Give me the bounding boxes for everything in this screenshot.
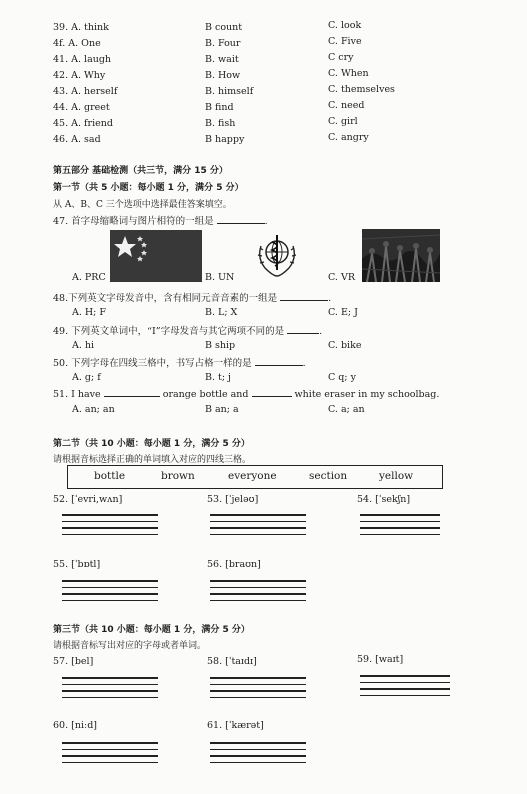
question-48-text: 48.下列英文字母发音中，含有相同元音音素的一组是 bbox=[53, 293, 278, 304]
section1-instruction: 从 A、B、C 三个选项中选择最佳答案填空。 bbox=[53, 200, 232, 210]
question-51 bbox=[53, 388, 439, 400]
question-55: 55. [ˈbɒtl] bbox=[53, 559, 101, 570]
row-44-b: B find bbox=[205, 102, 234, 113]
star-icon bbox=[110, 230, 202, 282]
section1-title: 第一节（共 5 小题：每小题 1 分，满分 5 分） bbox=[53, 183, 244, 193]
q47-option-c: C. VR bbox=[328, 272, 355, 283]
four-line-grid[interactable] bbox=[62, 677, 158, 703]
q48-option-a: A. H; F bbox=[72, 307, 106, 318]
answer-blank bbox=[252, 388, 292, 397]
four-line-grid[interactable] bbox=[62, 742, 158, 768]
question-48: 48.下列英文字母发音中，含有相同元音音素的一组是 . bbox=[53, 293, 332, 304]
question-61: 61. [ˈkærət] bbox=[207, 720, 264, 731]
question-47: 47. 首字母缩略词与图片相符的一组是 . bbox=[53, 216, 268, 227]
word-bank-item: section bbox=[309, 470, 348, 482]
word-bank-item: everyone bbox=[228, 470, 277, 482]
china-flag-image bbox=[110, 230, 202, 282]
question-52: 52. [ˈevri,wʌn] bbox=[53, 494, 123, 505]
q48-option-b: B. L; X bbox=[205, 307, 238, 318]
part5-title: 第五部分 基础检测（共三节，满分 15 分） bbox=[53, 166, 228, 176]
word-bank-box bbox=[67, 465, 443, 489]
word-bank-item: bottle bbox=[94, 470, 126, 482]
four-line-grid[interactable] bbox=[360, 675, 450, 701]
q48-option-c: C. E; J bbox=[328, 307, 358, 318]
answer-blank bbox=[217, 215, 265, 224]
question-50-text: 50. 下列字母在四线三格中，书写占格一样的是 bbox=[53, 358, 252, 369]
section3-instruction: 请根据音标写出对应的字母或者单词。 bbox=[53, 641, 207, 651]
q47-option-a: A. PRC bbox=[72, 272, 106, 283]
question-56: 56. [braʊn] bbox=[207, 559, 261, 570]
row-45-b: B. fish bbox=[205, 118, 236, 129]
question-54: 54. [ˈsekʃn] bbox=[357, 494, 411, 505]
row-40-b: B. Four bbox=[205, 38, 241, 49]
row-39-c: C. look bbox=[328, 20, 362, 31]
q51-option-a: A. an; an bbox=[72, 404, 115, 415]
q51-option-b: B an; a bbox=[205, 404, 239, 415]
row-46-c: C. angry bbox=[328, 132, 369, 143]
row-41-c: C cry bbox=[328, 52, 354, 63]
row-45-a: 45. A. friend bbox=[53, 118, 113, 129]
row-42-b: B. How bbox=[205, 70, 241, 81]
question-53: 53. [ˈjeləʊ] bbox=[207, 494, 259, 505]
row-41-b: B. wait bbox=[205, 54, 239, 65]
question-50: 50. 下列字母在四线三格中，书写占格一样的是 . bbox=[53, 358, 306, 369]
answer-blank bbox=[255, 357, 303, 366]
question-57: 57. [bel] bbox=[53, 656, 94, 667]
row-40-a: 4f. A. One bbox=[53, 38, 101, 49]
row-43-a: 43. A. herself bbox=[53, 86, 118, 97]
q47-option-b: B. UN bbox=[205, 272, 235, 283]
q49-option-a: A. hi bbox=[72, 340, 95, 351]
question-59: 59. [waɪt] bbox=[357, 654, 404, 665]
q50-option-a: A. g; f bbox=[72, 372, 101, 383]
four-line-grid[interactable] bbox=[360, 514, 440, 540]
row-43-b: B. himself bbox=[205, 86, 254, 97]
row-43-c: C. themselves bbox=[328, 84, 395, 95]
row-46-a: 46. A. sad bbox=[53, 134, 101, 145]
answer-blank bbox=[287, 325, 319, 334]
row-39-b: B count bbox=[205, 22, 243, 33]
q51-option-c: C. a; an bbox=[328, 404, 365, 415]
four-line-grid[interactable] bbox=[210, 580, 306, 606]
question-47-text: 47. 首字母缩略词与图片相符的一组是 bbox=[53, 216, 214, 227]
four-line-grid[interactable] bbox=[210, 514, 306, 540]
question-60: 60. [niːd] bbox=[53, 720, 97, 731]
row-44-a: 44. A. greet bbox=[53, 102, 110, 113]
word-bank-item: yellow bbox=[379, 470, 414, 482]
q49-option-c: C. bike bbox=[328, 340, 362, 351]
word-bank-item: brown bbox=[161, 470, 195, 482]
row-39-a: 39. A. think bbox=[53, 22, 109, 33]
question-51-part-a: 51. I have bbox=[53, 389, 101, 400]
question-51-part-b: orange bottle and bbox=[162, 389, 249, 400]
answer-blank bbox=[280, 292, 328, 301]
answer-blank bbox=[104, 388, 160, 397]
four-line-grid[interactable] bbox=[210, 677, 306, 703]
section2-title: 第二节（共 10 小题：每小题 1 分，满分 5 分） bbox=[53, 439, 250, 449]
question-51-part-c: white eraser in my schoolbag. bbox=[294, 389, 440, 400]
four-line-grid[interactable] bbox=[62, 580, 158, 606]
q50-option-b: B. t; j bbox=[205, 372, 232, 383]
question-49: 49. 下列英文单词中，“I”字母发音与其它两项不同的是 . bbox=[53, 326, 323, 337]
section2-instruction: 请根据音标选择正确的单词填入对应的四线三格。 bbox=[53, 455, 252, 465]
four-line-grid[interactable] bbox=[210, 742, 306, 768]
question-58: 58. [ˈtaɪdɪ] bbox=[207, 656, 257, 667]
q50-option-c: C q; y bbox=[328, 372, 356, 383]
row-41-a: 41. A. laugh bbox=[53, 54, 112, 65]
row-42-c: C. When bbox=[328, 68, 369, 79]
q49-option-b: B ship bbox=[205, 340, 236, 351]
section3-title: 第三节（共 10 小题：每小题 1 分，满分 5 分） bbox=[53, 625, 250, 635]
vr-battle-image bbox=[362, 229, 440, 282]
who-emblem-image bbox=[255, 232, 299, 280]
row-45-c: C. girl bbox=[328, 116, 358, 127]
question-49-text: 49. 下列英文单词中，“I”字母发音与其它两项不同的是 bbox=[53, 326, 285, 337]
row-42-a: 42. A. Why bbox=[53, 70, 106, 81]
row-44-c: C. need bbox=[328, 100, 365, 111]
row-46-b: B happy bbox=[205, 134, 245, 145]
four-line-grid[interactable] bbox=[62, 514, 158, 540]
row-40-c: C. Five bbox=[328, 36, 362, 47]
